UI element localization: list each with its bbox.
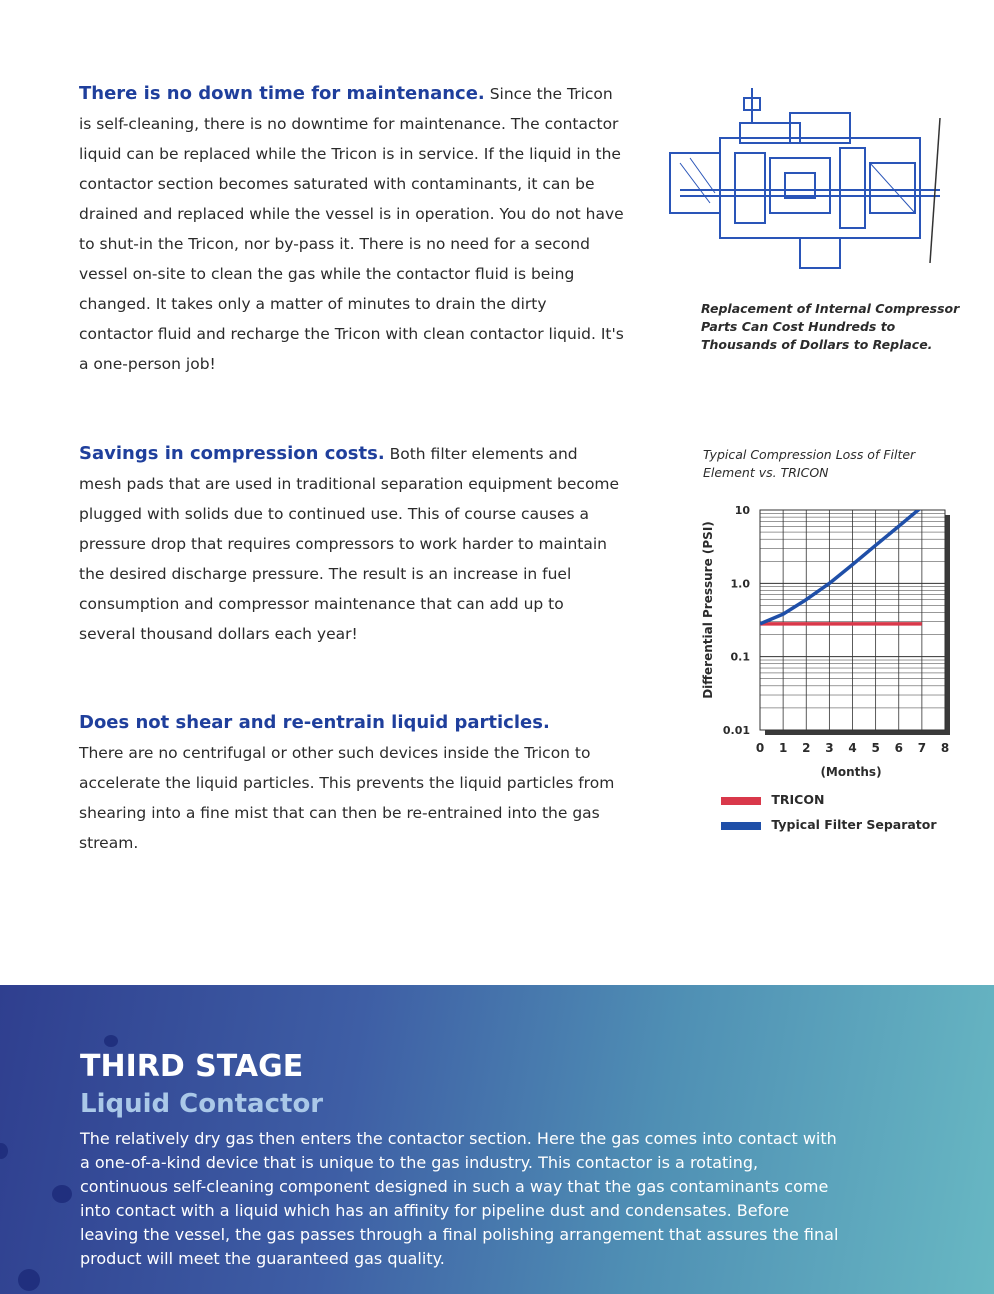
stage-subtitle: Liquid Contactor xyxy=(80,1089,324,1119)
decorative-dot xyxy=(52,1185,72,1203)
third-stage-panel xyxy=(0,985,994,1294)
x-axis-label: (Months) xyxy=(820,765,882,779)
section-compression-savings xyxy=(79,439,624,649)
x-tick-label: 8 xyxy=(940,741,950,755)
x-tick-label: 2 xyxy=(802,741,811,755)
x-tick-label: 4 xyxy=(848,741,857,755)
x-tick-label: 1 xyxy=(778,741,788,755)
x-tick-label: 7 xyxy=(917,741,927,755)
compressor-caption: Replacement of Internal Compressor Parts Can Cost Hundreds to Thousands of Dollars to Replace. xyxy=(701,301,960,352)
section-heading: There is no down time for maintenance. xyxy=(79,83,485,104)
legend-item-tricon xyxy=(721,792,824,807)
x-tick-label: 5 xyxy=(871,741,880,755)
x-tick-label: 6 xyxy=(894,741,903,755)
legend-item-filter-separator xyxy=(721,817,937,832)
section-body: Since the Tricon is self-cleaning, there is no downtime for maintenance. The contactor liquid can be replaced while the Tricon is in service. If the liquid in the contactor section becomes saturated with contaminants, it can be drained and replaced while the vessel is in operation. You do not have to shut-in the Tricon, nor by-pass it. There is no need for a second vessel on-site to clean the gas while the contactor fluid is being changed. It takes only a matter of minutes to drain the dirty contactor fluid and recharge the Tricon with clean contactor liquid. It's a one-person job! xyxy=(79,85,624,373)
stage-body: The relatively dry gas then enters the contactor section. Here the gas comes into contact with a one-of-a-kind device that is unique to the gas industry. This contactor is a rotating, continuous self-cleaning component designed in such a way that the gas contaminants come into contact with a liquid which has an affinity for pipeline dust and condensates. Before leaving the vessel, the gas passes through a final polishing arrangement that assures the final product will meet the guaranteed gas quality. xyxy=(80,1129,839,1268)
section-no-shear xyxy=(79,708,624,858)
y-tick-label: 1.0 xyxy=(730,577,750,591)
y-tick-label: 10 xyxy=(734,504,750,517)
legend-swatch xyxy=(721,797,761,805)
legend-label: Typical Filter Separator xyxy=(771,817,937,832)
decorative-dot xyxy=(18,1269,40,1291)
legend-label: TRICON xyxy=(771,792,825,807)
compression-loss-chart xyxy=(695,500,965,790)
y-axis-label: Differential Pressure (PSI) xyxy=(701,521,715,699)
section-heading: Does not shear and re-entrain liquid particles. xyxy=(79,712,550,733)
section-body: There are no centrifugal or other such devices inside the Tricon to accelerate the liquid particles. This prevents the liquid particles from shearing into a fine mist that can then be re-entrained into the gas stream. xyxy=(79,744,615,852)
decorative-dot xyxy=(104,1035,118,1047)
chart-title: Typical Compression Loss of Filter Element vs. TRICON xyxy=(703,447,916,480)
legend-swatch xyxy=(721,822,761,830)
x-tick-label: 0 xyxy=(755,741,765,755)
decorative-dot xyxy=(0,1143,8,1159)
compressor-drawing xyxy=(660,78,950,273)
section-body: Both filter elements and mesh pads that are used in traditional separation equipment become plugged with solids due to continued use. This of course causes a pressure drop that requires compressors to work harder to maintain the desired discharge pressure. The result is an increase in fuel consumption and compressor maintenance that can add up to several thousand dollars each year! xyxy=(79,445,620,643)
x-tick-label: 3 xyxy=(825,741,834,755)
y-tick-label: 0.1 xyxy=(730,650,750,664)
y-tick-label: 0.01 xyxy=(722,724,750,737)
section-maintenance xyxy=(79,79,624,379)
section-heading: Savings in compression costs. xyxy=(79,443,385,464)
stage-title: THIRD STAGE xyxy=(80,1049,304,1084)
